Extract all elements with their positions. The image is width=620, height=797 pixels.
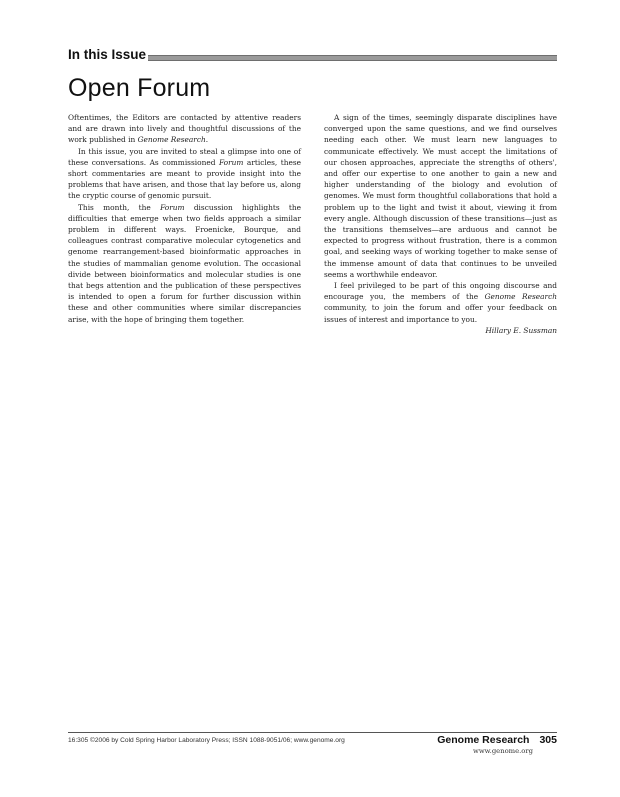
footer-citation: 16:305 ©2006 by Cold Spring Harbor Laboratory Press; ISSN 1088-9051/06; www.genome.org xyxy=(68,737,345,744)
journal-name: Genome Research xyxy=(137,135,206,145)
author-signature: Hillary E. Sussman xyxy=(485,325,557,335)
section-header xyxy=(68,47,557,65)
footer-journal-name: Genome Research xyxy=(437,734,530,746)
footer-rule xyxy=(68,732,557,733)
left-paragraph-3: This month, the Forum discussion highlights the difficulties that emerge when two fields approach a similar problem in different ways. Froenicke, Bourque, and colleagues contrast comparative molecular cytogenetics and genome rearrangement-based bioinformatic approaches in the studies of mammalian genome evolution. The occasional divide between bioinformatics and molecular studies is one that begs attention and the publication of these perspectives is intended to open a forum for further discussion within these and other communities where similar discrepancies arise, with the hope of bringing them together. xyxy=(68,202,301,324)
right-paragraph-2: I feel privileged to be part of this ongoing discourse and encourage you, the members of the Genome Research community, to join the forum and offer your feedback on issues of interest and importance to you. xyxy=(324,281,557,324)
section-label: In this Issue xyxy=(68,47,147,62)
article-title: Open Forum xyxy=(68,74,211,102)
left-paragraph-1: Oftentimes, the Editors are contacted by attentive readers and are drawn into lively and thoughtful discussions of the work published in Genome Research. xyxy=(68,113,301,145)
right-paragraph-1: A sign of the times, seemingly disparate disciplines have converged upon the same questions, and we find ourselves needing each other. We must learn new languages to communicate effectively. We must accept the limitations of our chosen approaches, appreciate the strengths of others', and offer our expertise to one another to gain a new and higher understanding of the biology and evolution of genomes. We must form thoughtful collaborations that hold a problem up to the light and twist it about, viewing it from every angle. Although discussion of these transitions—just as the transitions themselves—are arduous and cannot be expected to progress without frustration, there is a common goal, and seeking ways of working together to make sense of the immense amount of data that continues to be unveiled seems a worthwhile endeavor. xyxy=(324,113,557,279)
page-number: 305 xyxy=(539,734,557,746)
section-rule xyxy=(128,55,557,61)
forum-term: Forum xyxy=(160,202,185,212)
right-column xyxy=(324,112,557,336)
footer-journal-block xyxy=(437,734,557,755)
footer-website: www.genome.org xyxy=(473,747,533,755)
forum-term: Forum xyxy=(218,157,244,167)
journal-name: Genome Research xyxy=(484,292,557,302)
left-column xyxy=(68,112,301,325)
left-paragraph-2: In this issue, you are invited to steal a glimpse into one of these conversations. As commissioned Forum articles, these short commentaries are meant to provide insight into the problems that have arisen, and those that lay before us, along the cryptic course of genomic pursuit. xyxy=(68,146,301,201)
